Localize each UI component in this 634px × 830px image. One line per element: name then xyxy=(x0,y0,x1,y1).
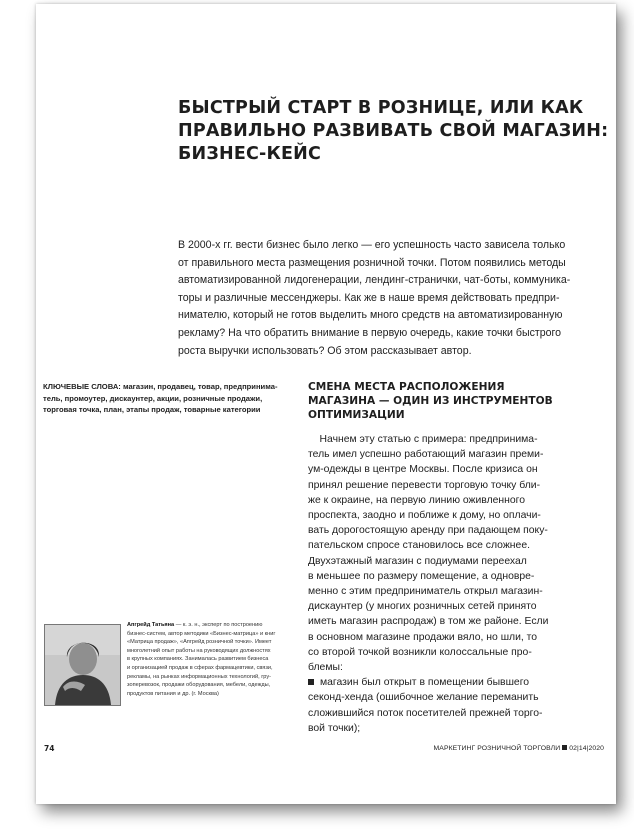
section-heading-line: СМЕНА МЕСТА РАСПОЛОЖЕНИЯ xyxy=(308,381,505,393)
lead-line: рекламу? На что обратить внимание в первую очередь, какие точки быстрого xyxy=(178,326,562,339)
bio-line: «Матрица продаж», «Апгрейд розничной точки». Имеет xyxy=(127,639,272,646)
keywords-block xyxy=(43,381,288,416)
section-heading xyxy=(308,380,568,422)
lead-line: торы и различные мессенджеры. Как же в наше время действовать предпри- xyxy=(178,291,560,304)
bullet-line: сложившийся поток посетителей прежней торго- xyxy=(308,707,543,719)
body-line: тель имел успешно работающий магазин преми- xyxy=(308,449,544,461)
author-bio xyxy=(127,621,292,698)
body-line: пательском спросе становилось все сложнее. xyxy=(308,540,530,552)
body-line: со второй точкой возникли колоссальные про- xyxy=(308,646,532,658)
body-line: вать дорогостоящую аренду при падающем поку- xyxy=(308,525,548,537)
bullet-line: секонд-хенда (ошибочное желание переманить xyxy=(308,692,539,704)
lead-line: В 2000-х гг. вести бизнес было легко — его успешность часто зависела только xyxy=(178,239,566,251)
bio-line: в крупных компаниях. Занималась развитием бизнеса xyxy=(127,656,269,663)
bio-line xyxy=(127,621,292,630)
body-line: менно с этим предприниматель открыл магазин- xyxy=(308,586,543,598)
title-line: ПРАВИЛЬНО РАЗВИВАТЬ СВОЙ МАГАЗИН: xyxy=(178,121,609,141)
journal-footer xyxy=(434,745,604,752)
separator-square-icon xyxy=(562,745,567,750)
body-line: иметь магазин распродаж) в том же районе. Если xyxy=(308,616,549,628)
body-text xyxy=(308,432,570,736)
journal-issue: 02|14|2020 xyxy=(569,745,604,752)
section-heading-line: ОПТИМИЗАЦИИ xyxy=(308,409,405,421)
keywords-line: торговая точка, план, этапы продаж, товарные категории xyxy=(43,405,261,414)
lead-line: роста выручки использовать? Об этом рассказывает автор. xyxy=(178,344,472,357)
bio-line: рекламы, на рынках информационных технологий, гру- xyxy=(127,673,272,680)
body-line: дискаунтер (у многих розничных сетей принято xyxy=(308,601,537,613)
author-name: Апгрейд Татьяна xyxy=(127,622,175,628)
body-line: в меньшее по размеру помещение, а одновре- xyxy=(308,570,535,582)
bio-line: многолетний опыт работы на руководящих должностях xyxy=(127,647,271,654)
lead-line: нимателю, который не готов выделить много средств на автоматизированную xyxy=(178,309,563,322)
bullet-item xyxy=(308,675,570,690)
body-line: ум-одежды в центре Москвы. После кризиса он xyxy=(308,464,538,476)
body-line: блемы: xyxy=(308,662,343,674)
bio-line: бизнес-систем, автор методики «Бизнес-матрица» и книг xyxy=(127,630,276,637)
lead-line: автоматизированной лидогенерации, лендинг-странички, чат-боты, коммуника- xyxy=(178,274,571,287)
journal-name: МАРКЕТИНГ РОЗНИЧНОЙ ТОРГОВЛИ xyxy=(433,745,561,752)
bio-first-line: — к. э. н., эксперт по построению xyxy=(174,622,263,628)
body-line: в основном магазине продажи вяло, но шли, то xyxy=(308,631,538,643)
keywords-line: тель, промоутер, дискаунтер, акции, розничные продажи, xyxy=(43,393,263,403)
bio-line: продуктов питания и др. (г. Москва) xyxy=(127,690,219,697)
body-line: Начнем эту статью с примера: предпринима- xyxy=(308,434,538,445)
page-number: 74 xyxy=(44,744,55,753)
lead-line: от правильного места размещения розничной точки. Потом появились методы xyxy=(178,256,566,269)
keywords-line: КЛЮЧЕВЫЕ СЛОВА: магазин, продавец, товар, предпринима- xyxy=(43,382,278,391)
bio-line: и организацией продаж в сферах фармацевтики, связи, xyxy=(127,664,273,671)
body-line: Двухэтажный магазин с подиумами переехал xyxy=(308,555,527,567)
article-title xyxy=(178,97,609,166)
title-line: БИЗНЕС-КЕЙС xyxy=(178,144,322,164)
bullet-square-icon xyxy=(308,679,314,685)
article-lead xyxy=(178,237,570,360)
bio-line: зоперевозок, продажи оборудования, мебели, одежды, xyxy=(127,682,271,689)
body-line: проспекта, заодно и поближе к дому, но оплачи- xyxy=(308,510,541,522)
author-photo xyxy=(44,624,121,706)
body-line: же к окраине, на первую линию оживленного xyxy=(308,494,526,506)
bullet-line: магазин был открыт в помещении бывшего xyxy=(320,677,530,689)
body-line: принял решение перевести торговую точку бли- xyxy=(308,479,541,491)
title-line: БЫСТРЫЙ СТАРТ В РОЗНИЦЕ, ИЛИ КАК xyxy=(178,98,584,118)
section-heading-line: МАГАЗИНА — ОДИН ИЗ ИНСТРУМЕНТОВ xyxy=(308,395,553,407)
bullet-line: вой точки); xyxy=(308,722,361,734)
